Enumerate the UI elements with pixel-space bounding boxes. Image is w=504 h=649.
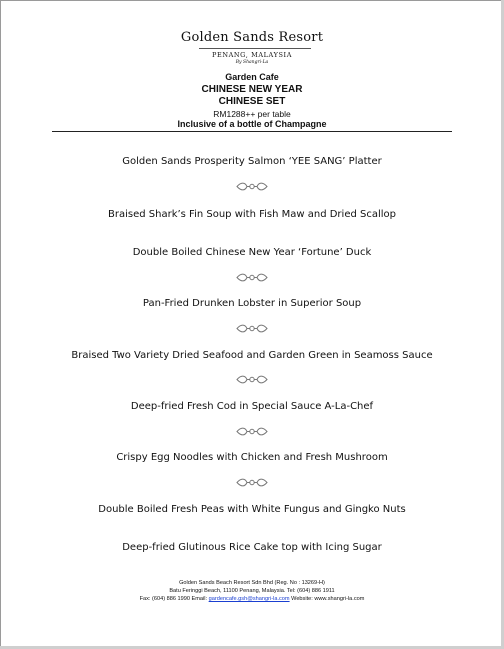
floral-divider-icon bbox=[235, 426, 269, 437]
venue-name: Garden Cafe bbox=[225, 72, 279, 82]
menu-title: CHINESE NEW YEAR bbox=[201, 84, 303, 95]
menu-item: Braised Two Variety Dried Seafood and Garden Green in Seamoss Sauce bbox=[71, 350, 433, 361]
menu-price: RM1288++ per table bbox=[213, 109, 291, 119]
resort-logo-by: By Shangri-La bbox=[235, 60, 269, 65]
floral-divider-icon bbox=[235, 181, 269, 192]
footer-email-link[interactable]: gardencafe.gsh@shangri-la.com bbox=[208, 596, 290, 602]
menu-item: Crispy Egg Noodles with Chicken and Fresh Mushroom bbox=[116, 452, 388, 463]
header-divider bbox=[52, 131, 452, 132]
footer-company: Golden Sands Beach Resort Sdn Bhd (Reg. No : 13269-H) bbox=[179, 580, 325, 586]
menu-subtitle: CHINESE SET bbox=[218, 96, 286, 107]
footer-contact bbox=[0, 596, 504, 602]
floral-divider-icon bbox=[235, 477, 269, 488]
menu-item: Double Boiled Fresh Peas with White Fungus and Gingko Nuts bbox=[98, 504, 406, 515]
footer-address: Batu Feringgi Beach, 11100 Penang, Malaysia. Tel: (604) 886 1911 bbox=[169, 588, 335, 594]
footer-website: Website: www.shangri-la.com bbox=[291, 596, 365, 602]
resort-logo-name: Golden Sands Resort bbox=[180, 30, 324, 45]
menu-item: Braised Shark’s Fin Soup with Fish Maw and Dried Scallop bbox=[108, 209, 396, 220]
menu-item: Golden Sands Prosperity Salmon ‘YEE SANG’ Platter bbox=[122, 156, 382, 167]
floral-divider-icon bbox=[235, 374, 269, 385]
menu-item: Pan-Fried Drunken Lobster in Superior Soup bbox=[142, 298, 362, 309]
menu-item: Double Boiled Chinese New Year ‘Fortune’ Duck bbox=[132, 247, 372, 258]
menu-item: Deep-fried Fresh Cod in Special Sauce A-La-Chef bbox=[130, 401, 374, 412]
menu-note: Inclusive of a bottle of Champagne bbox=[177, 119, 327, 129]
resort-logo-location: PENANG, MALAYSIA bbox=[212, 51, 292, 59]
logo-divider bbox=[199, 48, 311, 49]
footer-fax: Fax: (604) 886 1990 Email: bbox=[139, 596, 208, 602]
menu-item: Deep-fried Glutinous Rice Cake top with Icing Sugar bbox=[122, 542, 382, 553]
floral-divider-icon bbox=[235, 323, 269, 334]
floral-divider-icon bbox=[235, 272, 269, 283]
